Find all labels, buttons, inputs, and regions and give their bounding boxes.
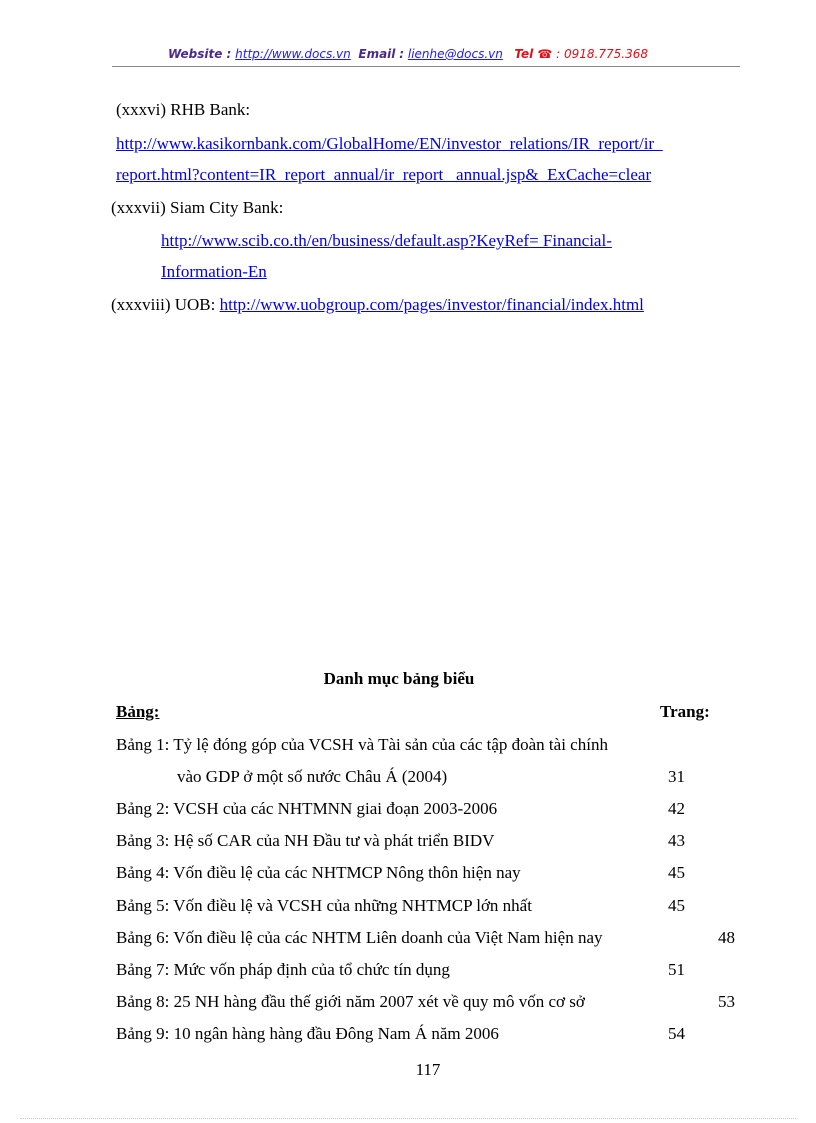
ref-label-uob: (xxxviii) UOB: (111, 295, 216, 314)
ref-link-rhb-line1[interactable]: http://www.kasikornbank.com/GlobalHome/EN/investor_relations/IR_report/ir_ (116, 134, 663, 153)
ref-link-siam-line2[interactable]: Information-En (161, 262, 267, 281)
toc-row-3: Bảng 3: Hệ số CAR của NH Đầu tư và phát triển BIDV (116, 831, 495, 850)
toc-col-right: Trang: (660, 702, 710, 721)
page-number: 117 (415, 1060, 441, 1079)
toc-page-8: 53 (718, 992, 735, 1011)
toc-page-4: 45 (668, 863, 685, 882)
toc-page-1: 31 (668, 767, 685, 786)
toc-page-7: 51 (668, 960, 685, 979)
ref-link-siam-line1[interactable]: http://www.scib.co.th/en/business/default.asp?KeyRef= Financial- (161, 231, 612, 250)
toc-page-2: 42 (668, 799, 685, 818)
toc-row-5: Bảng 5: Vốn điều lệ và VCSH của những NHTMCP lớn nhất (116, 896, 532, 915)
ref-label-siam: (xxxvii) Siam City Bank: (111, 198, 284, 217)
header-divider (112, 66, 740, 67)
toc-row-4: Bảng 4: Vốn điều lệ của các NHTMCP Nông thôn hiện nay (116, 863, 521, 882)
toc-row-1: Bảng 1: Tỷ lệ đóng góp của VCSH và Tài sản của các tập đoàn tài chính (116, 735, 608, 754)
toc-row-6: Bảng 6: Vốn điều lệ của các NHTM Liên doanh của Việt Nam hiện nay (116, 928, 603, 947)
toc-row-1-cont: vào GDP ở một số nước Châu Á (2004) (177, 767, 448, 786)
ref-label-rhb: (xxxvi) RHB Bank: (116, 100, 251, 119)
ref-link-rhb-line2[interactable]: report.html?content=IR_report_annual/ir_report _annual.jsp&_ExCache=clear (116, 165, 652, 184)
toc-row-9: Bảng 9: 10 ngân hàng hàng đầu Đông Nam Á năm 2006 (116, 1024, 499, 1043)
toc-page-6: 48 (718, 928, 735, 947)
email-label: Email (358, 47, 396, 61)
toc-page-9: 54 (668, 1024, 685, 1043)
email-separator: : (399, 47, 405, 61)
page-bottom-border (20, 1118, 796, 1119)
website-label: Website : (168, 47, 232, 61)
toc-page-5: 45 (668, 896, 685, 915)
toc-title: Danh mục bảng biểu (323, 669, 475, 688)
page-header (0, 47, 816, 61)
tel-label: Tel ☎ (514, 47, 553, 61)
toc-page-3: 43 (668, 831, 685, 850)
toc-row-8: Bảng 8: 25 NH hàng đầu thế giới năm 2007 xét về quy mô vốn cơ sở (116, 992, 585, 1011)
ref-link-uob[interactable]: http://www.uobgroup.com/pages/investor/financial/index.html (219, 295, 644, 314)
website-link[interactable]: http://www.docs.vn (235, 47, 351, 61)
email-link[interactable]: lienhe@docs.vn (407, 47, 503, 61)
toc-row-7: Bảng 7: Mức vốn pháp định của tổ chức tín dụng (116, 960, 450, 979)
toc-col-left: Bảng: (116, 702, 160, 721)
toc-row-2: Bảng 2: VCSH của các NHTMNN giai đoạn 2003-2006 (116, 799, 498, 818)
tel-number: : 0918.775.368 (556, 47, 648, 61)
